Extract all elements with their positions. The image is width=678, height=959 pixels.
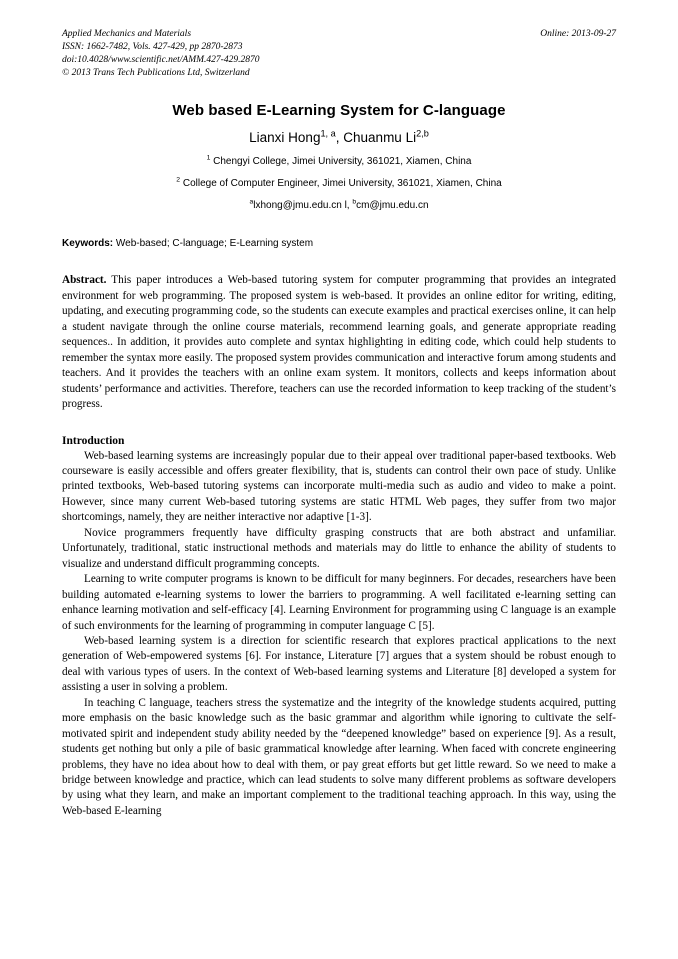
intro-paragraph-2: Novice programmers frequently have difficulty grasping constructs that are both abstract and unfamiliar. Unfortunately, traditional, static instructional methods and materials may do little to enhance the ability of students to visualize and understand difficult programming concepts.	[62, 526, 616, 570]
author-2-name: Chuanmu Li	[343, 130, 417, 146]
affiliation-1-sup: 1	[206, 155, 211, 163]
abstract-paragraph	[62, 273, 616, 412]
affiliation-2-text: College of Computer Engineer, Jimei University, 361021, Xiamen, China	[180, 178, 502, 190]
keywords-line	[62, 238, 616, 249]
section-heading-introduction: Introduction	[62, 434, 125, 447]
intro-paragraph-1: Web-based learning systems are increasingly popular due to their appeal over traditional paper-based textbooks. Web courseware is easily accessible and offers greater flexibility, that is, students can control their own pace of study. Unlike printed textbooks, Web-based tutoring systems can incorporate multi-media such as audio and video to make a point. However, since many current Web-based tutoring systems are static HTML Web pages, they suffer from two major shortcomings, namely, they are neither interactive nor adaptive [1-3].	[62, 449, 616, 524]
keywords-label: Keywords:	[62, 238, 114, 250]
online-date: Online: 2013-09-27	[540, 29, 616, 39]
email-2: cm@jmu.edu.cn	[356, 200, 429, 212]
journal-name: Applied Mechanics and Materials	[62, 29, 192, 39]
author-1-sup: 1, a	[320, 128, 336, 139]
email-2-sup: b	[352, 199, 357, 207]
abstract-text: This paper introduces a Web-based tutoring system for computer programming that provides an integrated environment for web programming. The proposed system is web-based. It provides an online editor for writing, editing, updating, and executing programming code, so the students can execute examples and practical exercises online, it can help a student navigate through the online course materials, recommend learning goals, and generate appropriate reading sequences.. In addition, it provides auto complete and syntax highlighting in editing code, which could help students to remember the syntax more easily. The proposed system provides communication and interactive forum among students and teachers. And it provides the teachers with an online exam system. It monitors, collects and keeps information about students’ performance and activities. Therefore, teachers can use the recorded information to keep tracking of the student’s progress.	[62, 274, 616, 411]
intro-paragraph-3: Learning to write computer programs is known to be difficult for many beginners. For decades, researchers have been building automated e-learning systems to lower the barriers to programming. A well facilitated e-learning setting can enhance learning motivation and self-efficacy [4]. Learning Environment for programming using C language is an example of such environments for the learning of programming in computer language C [5].	[62, 573, 616, 632]
affiliation-1-text: Chengyi College, Jimei University, 361021, Xiamen, China	[210, 156, 472, 168]
author-1-name: Lianxi Hong	[249, 130, 321, 146]
author-separator: ,	[335, 130, 344, 146]
author-list	[62, 130, 616, 145]
email-1-sup: a	[249, 199, 254, 207]
affiliation-1	[62, 156, 616, 167]
intro-paragraph-5: In teaching C language, teachers stress the systematize and the integrity of the knowledge students acquired, putting more emphasis on the basic knowledge such as the basic grammar and algorithm while ignoring to cultivate the self-motivated spirit and independent study ability needed by the “deepened knowledge” based on experience [9]. As a result, students get nothing but only a pile of basic grammatical knowledge after learning. When faced with concrete engineering problems, they have no idea about how to deal with them, or pay great efforts but get little reward. So we need to make a bridge between knowledge and practice, which can lead students to solve many different problems as software developers by using what they learn, and make an important complement to the traditional teaching approach. In this way, using the Web-based E-learning	[62, 696, 616, 817]
email-1: lxhong@jmu.edu.cn l,	[253, 200, 353, 212]
affiliation-2-sup: 2	[176, 177, 181, 185]
keywords-value: Web-based; C-language; E-Learning system	[113, 238, 314, 250]
page-header	[62, 28, 616, 80]
page-title: Web based E-Learning System for C-language	[172, 102, 506, 120]
author-emails	[62, 200, 616, 211]
issn-line: ISSN: 1662-7482, Vols. 427-429, pp 2870-2873	[62, 42, 243, 53]
header-left-block	[62, 28, 450, 80]
copyright-line: © 2013 Trans Tech Publications Ltd, Switzerland	[62, 68, 250, 79]
abstract-label: Abstract.	[62, 274, 107, 287]
intro-paragraph-4: Web-based learning system is a direction for scientific research that explores practical applications to the next generation of Web-empowered systems [6]. For instance, Literature [7] argues that a system should be robust enough to deal with various types of users. In the context of Web-based learning systems and Literature [8] developed a system for assisting a user in solving a problem.	[62, 634, 616, 694]
affiliation-2	[62, 178, 616, 189]
doi-line: doi:10.4028/www.scientific.net/AMM.427-429.2870	[62, 55, 260, 66]
author-2-sup: 2,b	[416, 128, 429, 139]
